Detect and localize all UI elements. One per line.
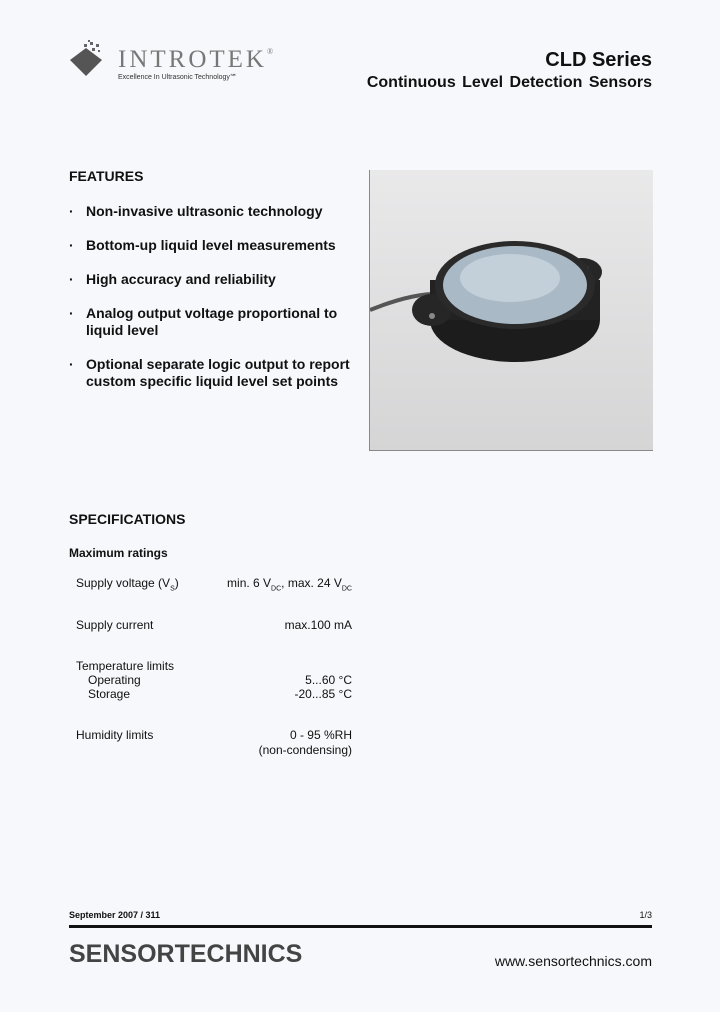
introtek-logo-icon xyxy=(70,40,116,78)
label-end: ) xyxy=(174,576,179,590)
bullet: · xyxy=(69,305,74,321)
spec-label: Supply current xyxy=(76,618,154,632)
bullet: · xyxy=(69,271,74,287)
v1: min. 6 V xyxy=(227,576,272,590)
product-photo xyxy=(369,170,653,451)
brand-name-text: INTROTEK xyxy=(118,46,267,73)
brand-reg: ® xyxy=(266,47,274,56)
feature-item xyxy=(69,237,364,254)
spec-value: 5...60 °C xyxy=(305,673,352,687)
sensor-image xyxy=(370,170,653,450)
spec-label: Temperature limits xyxy=(76,659,175,673)
spec-label xyxy=(76,576,179,592)
feature-item xyxy=(69,356,364,390)
feature-item xyxy=(69,203,364,220)
page-number: 1/3 xyxy=(639,910,652,920)
spec-value xyxy=(227,576,352,592)
footer-date: September 2007 / 311 xyxy=(69,910,161,920)
feature-text: Optional separate logic output to report custom specific liquid level set points xyxy=(86,356,350,389)
spec-sublabel: Operating xyxy=(88,673,141,687)
spec-sublabel: Storage xyxy=(88,687,131,701)
features-list xyxy=(69,203,364,407)
feature-text: Analog output voltage proportional to liquid level xyxy=(86,305,338,338)
v2: , max. 24 V xyxy=(281,576,342,590)
footer-divider xyxy=(69,925,652,928)
feature-item xyxy=(69,305,364,339)
spec-value: -20...85 °C xyxy=(294,687,352,701)
max-ratings-subtitle: Maximum ratings xyxy=(69,546,168,560)
series-title: CLD Series xyxy=(545,49,652,71)
v2-sub: DC xyxy=(341,585,352,593)
specifications-title: SPECIFICATIONS xyxy=(69,511,186,527)
brand-tagline: Excellence In Ultrasonic Technology℠ xyxy=(118,74,238,81)
website-link[interactable]: www.sensortechnics.com xyxy=(494,953,652,969)
spec-value: 0 - 95 %RH xyxy=(289,728,352,742)
page-subtitle: Continuous Level Detection Sensors xyxy=(366,74,652,91)
feature-item xyxy=(69,271,364,288)
label-sub: S xyxy=(170,585,175,593)
brand-name xyxy=(118,48,273,72)
bullet: · xyxy=(69,237,74,253)
label-text: Supply voltage (V xyxy=(76,576,171,590)
features-title: FEATURES xyxy=(69,168,144,184)
bullet: · xyxy=(69,356,74,372)
v1-sub: DC xyxy=(271,585,282,593)
spec-note: (non-condensing) xyxy=(258,743,352,757)
feature-text: Non-invasive ultrasonic technology xyxy=(86,203,323,219)
spec-value: max.100 mA xyxy=(284,618,352,632)
feature-text: High accuracy and reliability xyxy=(86,271,276,287)
bullet: · xyxy=(69,203,74,219)
spec-label: Humidity limits xyxy=(76,728,154,742)
feature-text: Bottom-up liquid level measurements xyxy=(86,237,336,253)
sensortechnics-logo: SENSORTECHNICS xyxy=(69,940,303,968)
